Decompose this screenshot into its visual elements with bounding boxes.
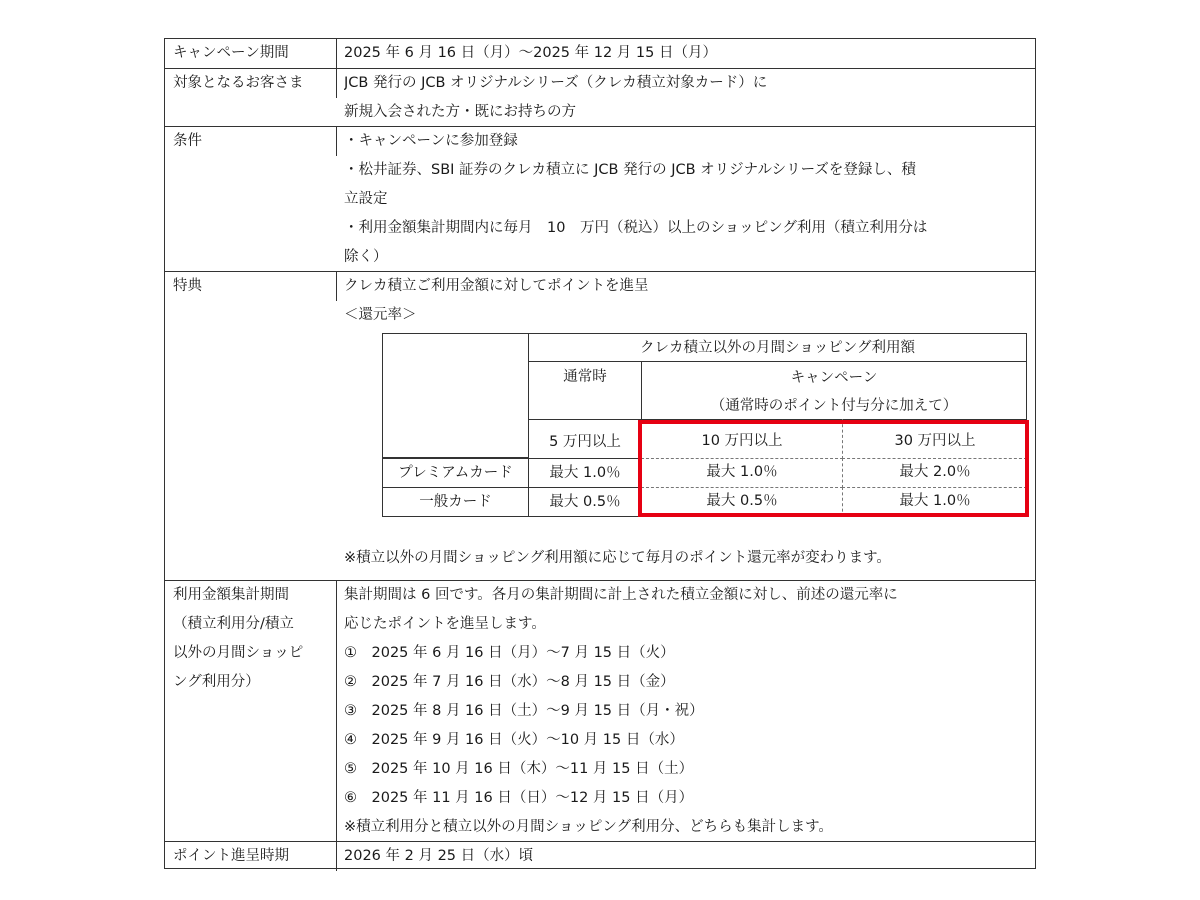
aggregation-period-5: ⑤ 2025 年 10 月 16 日（木）～11 月 15 日（土） [344,761,694,777]
aggregation-note: ※積立利用分と積立以外の月間ショッピング利用分、どちらも集計します。 [344,819,833,835]
condition-line: 立設定 [344,191,388,207]
aggregation-period-2: ② 2025 年 7 月 16 日（水）～8 月 15 日（金） [344,674,675,690]
label-point-grant-timing: ポイント進呈時期 [165,842,337,871]
premium-10man-rate: 最大 1.0％ [641,458,843,488]
tier-10man: 10 万円以上 [641,419,843,459]
campaign-highlight-box [638,420,1029,517]
general-10man-rate: 最大 0.5％ [706,493,778,509]
condition-line: ・利用金額集計期間内に毎月 10 万円（税込）以上のショッピング利用（積立利用分は [344,220,928,236]
label-conditions: 条件 [165,127,337,156]
label-campaign-period: キャンペーン期間 [165,39,337,68]
aggregation-period-6: ⑥ 2025 年 11 月 16 日（日）～12 月 15 日（月） [344,790,694,806]
tier-30man: 30 万円以上 [842,419,1027,459]
condition-line: 除く） [344,249,388,265]
point-grant-timing-value: 2026 年 2 月 25 日（水）頃 [344,848,534,864]
row-conditions [165,126,1035,272]
benefit-line: クレカ積立ご利用金額に対してポイントを進呈 [344,278,649,294]
aggregation-line: 集計期間は 6 回です。各月の集計期間に計上された積立金額に対し、前述の還元率に [344,587,898,603]
campaign-period-value: 2025 年 6 月 16 日（月）～2025 年 12 月 15 日（月） [344,45,717,61]
label-aggregation-period [165,581,337,842]
row-target-customers [165,68,1035,127]
benefit-line: ＜還元率＞ [344,307,417,323]
aggregation-period-4: ④ 2025 年 9 月 16 日（火）～10 月 15 日（水） [344,732,684,748]
tier-5man: 5 万円以上 [528,419,642,459]
condition-line: ・松井証券、SBI 証券のクレカ積立に JCB 発行の JCB オリジナルシリーズを登録し、積 [344,162,916,178]
rate-table-campaign-header [641,361,1027,420]
label-target-customers: 対象となるお客さま [165,69,337,98]
row-benefit [165,271,1035,581]
rate-table-corner [382,333,529,458]
aggregation-period-1: ① 2025 年 6 月 16 日（月）～7 月 15 日（火） [344,645,675,661]
row-aggregation-period [165,580,1035,842]
aggregation-label-line: 以外の月間ショッピ [173,645,304,661]
row-campaign-period [165,39,1035,68]
premium-normal-rate: 最大 1.0％ [528,458,642,488]
general-normal-rate: 最大 0.5％ [528,487,642,517]
general-30man-rate: 最大 1.0％ [842,487,1027,517]
condition-line: ・キャンペーンに参加登録 [344,133,518,149]
campaign-label: キャンペーン [790,370,878,386]
target-line: JCB 発行の JCB オリジナルシリーズ（クレカ積立対象カード）に [344,75,768,91]
card-premium: プレミアムカード [382,458,529,488]
campaign-table [164,38,1036,869]
card-general: 一般カード [382,487,529,517]
aggregation-label-line: ング利用分） [173,674,260,690]
benefit-note: ※積立以外の月間ショッピング利用額に応じて毎月のポイント還元率が変わります。 [344,550,891,566]
premium-30man-rate: 最大 2.0％ [842,458,1027,488]
aggregation-period-3: ③ 2025 年 8 月 16 日（土）～9 月 15 日（月・祝） [344,703,704,719]
aggregation-line: 応じたポイントを進呈します。 [344,616,546,632]
rate-table-normal-header: 通常時 [528,361,642,420]
target-line: 新規入会された方・既にお持ちの方 [344,104,576,120]
campaign-sublabel: （通常時のポイント付与分に加えて） [710,398,958,414]
aggregation-label-line: （積立利用分/積立 [173,616,294,632]
row-point-grant-timing [165,841,1035,870]
label-benefit: 特典 [165,272,337,301]
aggregation-label-line: 利用金額集計期間 [173,587,289,603]
rate-table-header: クレカ積立以外の月間ショッピング利用額 [528,333,1027,362]
